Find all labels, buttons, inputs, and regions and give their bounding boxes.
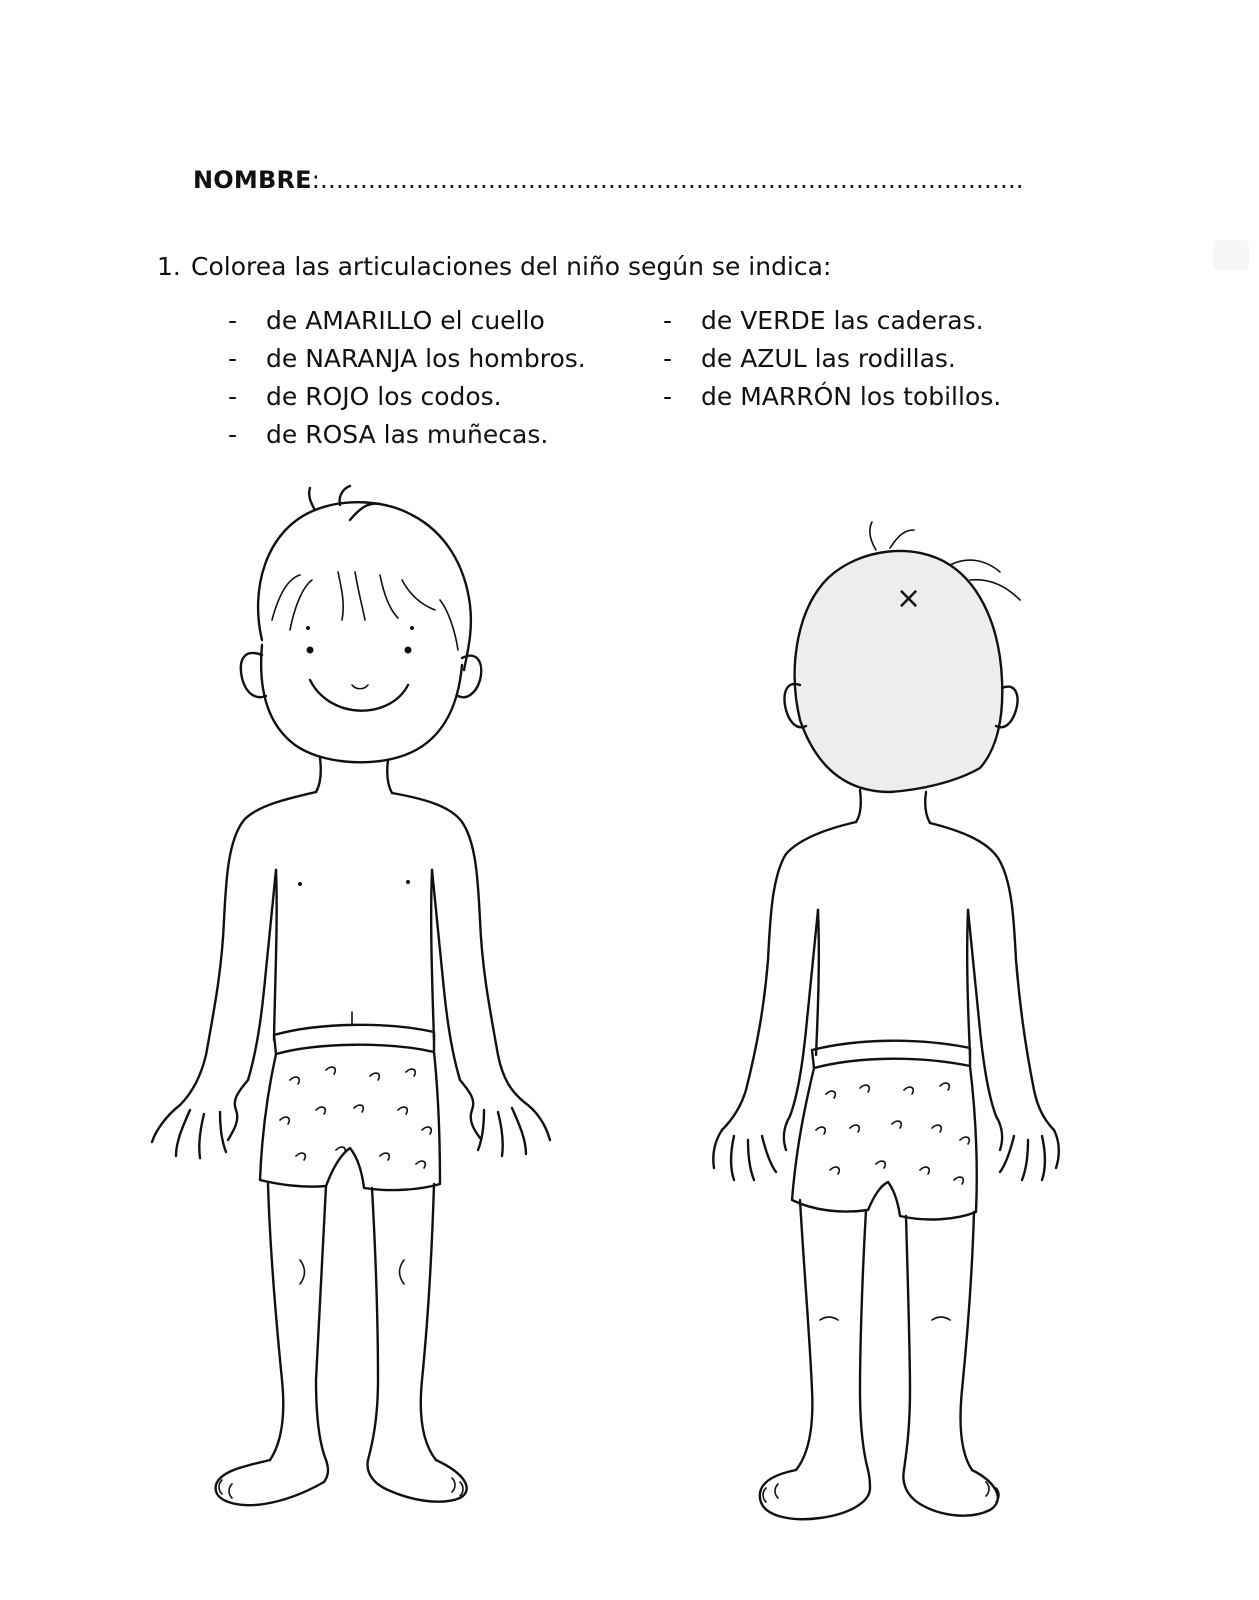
toes xyxy=(763,1482,999,1502)
arm-left-outer xyxy=(180,792,316,1105)
arm-left-outer xyxy=(722,822,856,1130)
leg-right xyxy=(904,1212,974,1470)
scan-edge-mark xyxy=(1213,240,1249,270)
shorts-waistband xyxy=(274,1025,434,1054)
list-dash: - xyxy=(228,420,238,449)
arm-right-outer xyxy=(392,793,524,1102)
arm-left-inner xyxy=(790,910,818,1116)
foot-right xyxy=(903,1470,997,1516)
list-item-text: de ROSA las muñecas. xyxy=(266,420,549,449)
list-item-text: de AZUL las rodillas. xyxy=(701,344,956,373)
leg-left xyxy=(796,1200,868,1470)
list-item xyxy=(663,302,1001,340)
toes xyxy=(219,1478,463,1498)
knee-marks xyxy=(820,1317,950,1320)
shorts-waistband xyxy=(812,1041,970,1068)
knee-marks xyxy=(300,1260,404,1284)
name-blank: :……………………………………………………………………………. xyxy=(311,166,1024,194)
hand-left xyxy=(152,1080,248,1158)
list-item xyxy=(228,378,586,416)
leg-right xyxy=(368,1184,436,1460)
list-dash: - xyxy=(663,344,673,373)
boy-back-drawing xyxy=(700,510,1060,1540)
shorts-pattern xyxy=(816,1083,969,1184)
question-text: Colorea las articulaciones del niño según se indica: xyxy=(191,252,832,281)
list-item-text: de AMARILLO el cuello xyxy=(266,306,545,335)
list-item xyxy=(663,378,1001,416)
crown-mark: × xyxy=(896,581,922,616)
boy-front-figure xyxy=(140,480,560,1530)
torso xyxy=(274,870,434,1040)
nose xyxy=(352,685,368,689)
hair-outline xyxy=(258,502,471,670)
boy-front-drawing xyxy=(140,480,560,1530)
chest-mark xyxy=(298,882,302,886)
list-item-text: de ROJO los codos. xyxy=(266,382,502,411)
list-dash: - xyxy=(228,344,238,373)
list-item-text: de MARRÓN los tobillos. xyxy=(701,382,1002,411)
freckle xyxy=(410,626,414,630)
list-item xyxy=(228,416,586,454)
list-item-text: de VERDE las caderas. xyxy=(701,306,984,335)
name-field xyxy=(193,166,1023,194)
color-list-right xyxy=(663,302,1001,416)
list-item xyxy=(228,302,586,340)
torso xyxy=(816,910,970,1055)
chest-mark xyxy=(406,880,410,884)
eye-left xyxy=(307,647,314,654)
eye-right xyxy=(405,647,412,654)
boy-back-figure xyxy=(700,510,1060,1540)
list-dash: - xyxy=(228,306,238,335)
list-dash: - xyxy=(228,382,238,411)
neck xyxy=(856,790,930,823)
list-dash: - xyxy=(663,306,673,335)
question-1 xyxy=(157,252,831,281)
leg-left xyxy=(268,1184,326,1460)
smile xyxy=(310,680,408,711)
shorts-pattern xyxy=(280,1067,431,1168)
arm-left-inner xyxy=(248,870,276,1080)
shorts xyxy=(260,1052,440,1190)
freckle xyxy=(306,626,310,630)
hair-strands xyxy=(272,572,458,650)
color-list-left xyxy=(228,302,586,454)
list-item-text: de NARANJA los hombros. xyxy=(266,344,586,373)
list-dash: - xyxy=(663,382,673,411)
arm-right-inner xyxy=(432,870,460,1080)
list-item xyxy=(228,340,586,378)
face-outline xyxy=(261,645,462,762)
foot-right xyxy=(368,1460,467,1502)
hand-right xyxy=(460,1080,550,1156)
list-item xyxy=(663,340,1001,378)
question-number: 1. xyxy=(157,252,181,281)
name-label: NOMBRE xyxy=(193,166,312,194)
